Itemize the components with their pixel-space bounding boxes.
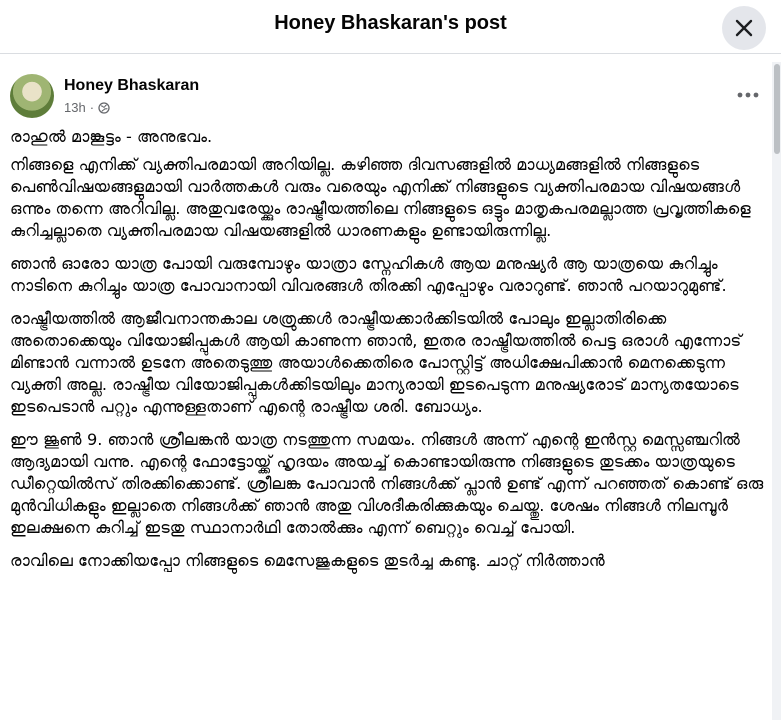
close-button[interactable]	[722, 6, 766, 50]
post-paragraph: ഞാൻ ഓരോ യാത്ര പോയി വരുമ്പോഴും യാത്രാ സ്നേഹികൾ ആയ മനുഷ്യർ ആ യാത്രയെ കുറിച്ചും നാടിനെ കുറിച്ചും യാത്ര പോവാനായി വിവരങ്ങൾ തിരക്കി എപ്പോഴും വരാറുണ്ട്. ഞാൻ പറയാറുമുണ്ട്.	[10, 254, 727, 295]
post-paragraph: രാഷ്ട്രീയത്തിൽ ആജീവനാന്തകാല ശത്രുക്കൾ രാഷ്ട്രീയക്കാർക്കിടയിൽ പോലും ഇല്ലാതിരിക്കെ അതൊക്കെയും വിയോജിപ്പുകൾ ആയി കാണുന്ന ഞാൻ, ഇതര രാഷ്ട്രീയത്തിൽ പെട്ട ഒരാൾ എന്നോട് മിണ്ടാൻ വന്നാൽ ഉടനേ അതെടുത്തു അയാൾക്കെതിരെ പോസ്റ്റിട്ട് അധിക്ഷേപിക്കാൻ മെനക്കെടുന്ന വ്യക്തി അല്ല. രാഷ്ട്രീയ വിയോജിപ്പുകൾക്കിടയിലും മാന്യരായി ഇടപെടുന്ന മനുഷ്യരോട് മാന്യതയോടെ ഇടപെടാൻ പറ്റും എന്നുള്ളതാണ് എന്റെ രാഷ്ട്രീയ ശരി. ബോധ്യം.	[10, 309, 742, 416]
meta-separator: ·	[89, 100, 95, 115]
more-options-button[interactable]	[730, 80, 766, 110]
close-icon	[734, 18, 754, 38]
post-text	[10, 126, 775, 583]
post-paragraph: ഈ ജൂൺ 9. ഞാൻ ശ്രീലങ്കൻ യാത്ര നടത്തുന്ന സമയം. നിങ്ങൾ അന്ന് എന്റെ ഇൻസ്റ്റ മെസ്സഞ്ചറിൽ ആദ്യമായി വന്നു. എന്റെ ഫോട്ടോയ്ക്ക് ഹൃദയം അയച്ച് കൊണ്ടായിരുന്നു നിങ്ങളുടെ തുടക്കം യാത്രയുടെ ഡീറ്റെയിൽസ് തിരക്കിക്കൊണ്ട്. ശ്രീലങ്ക പോവാൻ നിങ്ങൾക്ക് പ്ലാൻ ഉണ്ട് എന്ന് പറഞ്ഞത് കൊണ്ട് ഒരു മുൻവിധികളും ഇല്ലാതെ നിങ്ങൾക്ക് ഞാൻ അതു വിശദീകരിക്കുകയും ചെയ്തു. ശേഷം നിങ്ങൾ നിലമ്പൂർ ഇലക്ഷനെ കുറിച്ച് ഇടതു സ്ഥാനാർഥി തോൽക്കും എന്ന് ബെറ്റും വെച്ച് പോയി.	[10, 430, 764, 537]
author-name[interactable]: Honey Bhaskaran	[64, 77, 200, 94]
post-time[interactable]: 13h	[64, 100, 86, 115]
ellipsis-icon	[737, 92, 759, 98]
globe-icon[interactable]	[98, 102, 110, 114]
post-paragraph: രാവിലെ നോക്കിയപ്പോ നിങ്ങളുടെ മെസേജുകളുടെ തുടർച്ച കണ്ടു. ചാറ്റ് നിർത്താൻ	[10, 551, 605, 570]
post-paragraph: നിങ്ങളെ എനിക്ക് വ്യക്തിപരമായി അറിയില്ല. കഴിഞ്ഞ ദിവസങ്ങളിൽ മാധ്യമങ്ങളിൽ നിങ്ങളുടെ പെൺവിഷയങ്ങളുമായി വാർത്തകൾ വരും വരെയും എനിക്ക് നിങ്ങളുടെ വ്യക്തിപരമായ വിഷയങ്ങൾ ഒന്നും തന്നെ അറിവില്ല. അതുവരേയ്ക്കും രാഷ്ട്രീയത്തിലെ നിങ്ങളുടെ ഒട്ടും മാതൃകപരമല്ലാത്ത പ്രവൃത്തികളെ കുറിച്ചല്ലാതെ വ്യക്തിപരമായ വിഷയങ്ങളിൽ ധാരണകളും ഉണ്ടായിരുന്നില്ല.	[10, 155, 751, 240]
dialog-title: Honey Bhaskaran's post	[274, 12, 507, 34]
author-avatar[interactable]	[10, 74, 54, 118]
post-meta	[64, 100, 110, 115]
dialog-header	[0, 0, 781, 54]
post-heading: രാഹുൽ മാങ്കൂട്ടം - അനുഭവം.	[10, 127, 213, 146]
